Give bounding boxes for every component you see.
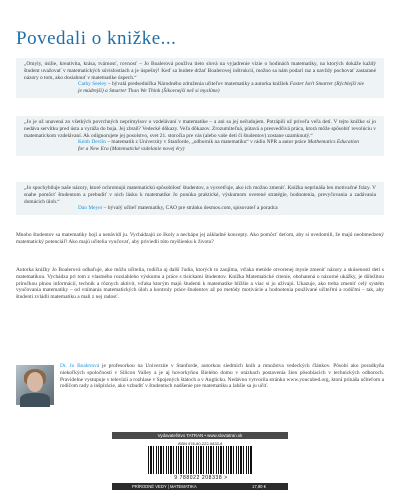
quote-box-3	[16, 182, 384, 215]
category-price-bar	[112, 483, 288, 490]
author-block	[16, 363, 384, 427]
quote-author-role: – matematik z Univerzity v Stanforde, „odborník na matematiku“ v rádiu NPR a autor práce	[106, 139, 307, 146]
author-name: Dr. Jo Boalerová	[60, 363, 100, 369]
quote-author-role: – bývalý učiteľ matematiky, CAO pre stránku desmos.com, spisovateľ a poradca	[102, 205, 278, 212]
description-paragraph-2: Autorka knižky Jo Boalerová odhaľuje, ako môžu učitelia, rodičia aj další ľudia, ktorých to zaujíma, vďaka metóde otvorenej mysle zmeniť názory a skúsenosti detí s matematikou. Vychádza pri tom z vlastného rozsiahleho výskumu a práce s tisíckami študentov. Knižka Matematické citenie, obohatená o názorné ukážky, je dôležitou príručkou plnou informácií, techník a rôznych aktivít, vďaka ktorým majú študenti k matematike bližšie a viac si ju užívajú. Ukazuje, ako treba zmeniť celý systém vyučovania matematiky – od vnímania matematických úloh a kontroly práce študentov až po metódy motivácie a hodnotenia používané učiteľmi a rodičmi – tak, aby študenti zvládli matematiku a mali z nej radosť.	[16, 267, 384, 301]
quote-author-books: Faster Isn't Smarter (Rýchlejší nie je múdrejší) a Smarter Than We Think (Šikovnejší než si myslíme)	[78, 81, 364, 95]
quote-author-name: Dan Meyer	[78, 205, 103, 212]
quote-box-1	[16, 58, 384, 98]
author-bio-text: je profesorkou na Univerzite v Stanforde, autorkou siedmich kníh a množstva vedeckých článkov. Pôsobí ako poradkyňa niekoľkých spoločností v Silicon Valley a je aj hovorkyňou Bieleho domu v otázkach postavenia žien pôsobiacich v technických odboroch. Pravidelne vystupuje v televízii a rozhlase v Spojených štátoch a v Anglicku. Nedávno vytvorila stránku www.youcubed.org, ktorá prináša učiteľom a rodičom rady a inšpirácie, ako vzbudiť v študentoch nadšenie pre matematiku a lahšie sa ju učiť.	[60, 363, 384, 390]
isbn-text: ISBN 978-80-222-0833-8	[177, 441, 223, 446]
quote-text: „Jo je už unavená zo všetkých povrchných neprimylsov o vzdelávaní v matematike – a ani sa jej nečudujem. Potrápili už priveľa veľa detí. V tejto knižke si jo nedáva servítku pred ústa a vyráža do boja. Jej zbraň? Vedecké dôkazy. Veľa dôkazov. Zrozumiteľná, pútavá a presvedčivá práca, ktorá môže spôsobiť revolúciu v matematickom vzdelávaní. Ak odignorujete jej posolstvo, svet 21. storočia pre vás (alebo vaše deti či študentov) zostane uzamknutý.“	[24, 119, 376, 139]
quote-author-name: Keith Devlin	[78, 139, 106, 146]
quote-text: „Jo spochybňuje naše názory, ktoré ochromujú matematickú spôsobilosť študentov, a vysvetľuje, ako ich možno zmeniť. Knižka neprináša len motivačné frázy. V snahe pomôcť študentom a prebudiť v nich lásku k matematike Jo ponúka praktické, výskumom overené stratégie, hodnotenia, prevyčovania a zadávania domácich úloh.“	[24, 185, 376, 205]
quote-attribution	[24, 139, 376, 153]
page-title: Povedali o knižke...	[16, 28, 177, 49]
quote-author-name: Cathy Seeley	[78, 81, 107, 88]
quote-attribution	[24, 205, 376, 212]
category-label: PRÍRODNÉ VEDY | MATEMATIKA	[132, 484, 197, 489]
price-label: 17,90 €	[252, 484, 266, 489]
barcode-image	[148, 446, 252, 474]
publisher-line: Vydavateľstvo TATRAN • www.slovtatran.sk	[112, 432, 288, 439]
quote-author-role: – bývalá predsedníčka Národného združenia učiteľov matematiky a autorka knižiek	[106, 81, 289, 88]
quote-text: „Omyly, úsilie, kreativita, krása, tvárnosť, rovnosť – Jo Boalerová používa tieto slová na vyjadrenie vízie o hodinách matematiky, na ktorých dokáže každý študent uvažovať v matematických súvislostiach a je úspešný! Keď sa budete držať Boalerovej inštrukcií, možno sa nám podarí raz a navždy pochovať zastarané názory o tom, ako dosiahnuť v matematike úspech.“	[24, 61, 376, 81]
quote-box-2	[16, 116, 384, 156]
author-bio	[60, 363, 384, 390]
quote-author-books: Mathematics Education for a New Era (Matematické vzdelanie novej éry)	[78, 139, 360, 153]
barcode-panel	[112, 432, 288, 492]
author-photo	[16, 365, 54, 405]
quote-attribution	[24, 81, 376, 95]
description-paragraph-1: Mnoho študentov sa matematiky bojí a nenávidí ju. Vychádzajú zo školy a nechápu jej základné koncepty. Ako pomôcť deťom, aby si uvedomili, že majú neobmedzený matematický potenciál? Ako majú učitelia vyučovať, aby priviedli túto myšlienku k životu?	[16, 232, 384, 245]
barcode-digits: 9 788022 208338 >	[174, 475, 228, 481]
